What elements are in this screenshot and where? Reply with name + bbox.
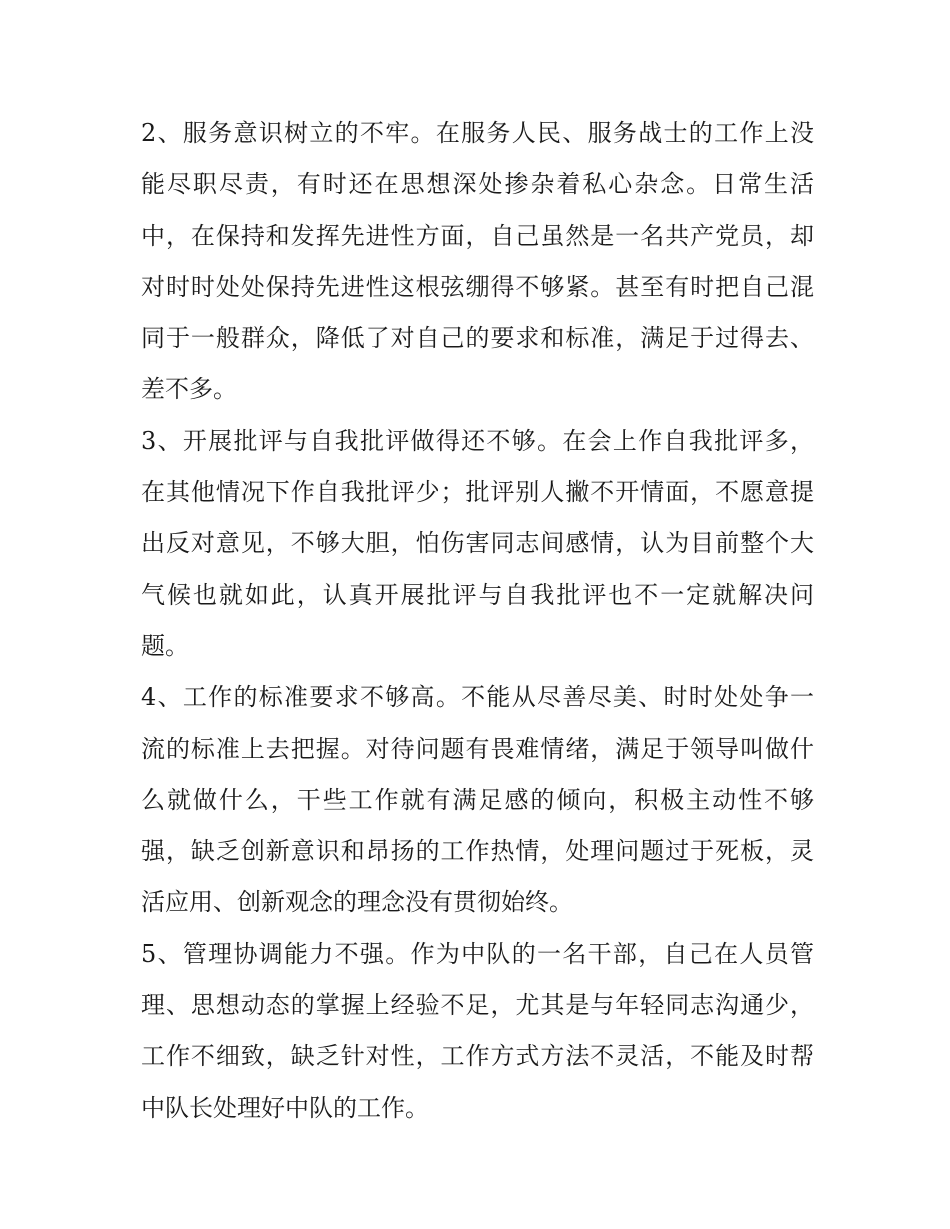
text-line: 活应用、创新观念的理念没有贯彻始终。 [141, 888, 573, 917]
text-line: 在其他情况下作自我批评少；批评别人撇不开情面，不愿意提 [141, 478, 814, 507]
paragraph-item-5 [141, 929, 814, 1134]
text-line: 么就做什么，干些工作就有满足感的倾向，积极主动性不够 [141, 785, 814, 814]
text-line: 差不多。 [141, 375, 237, 404]
paragraph-item-2 [141, 108, 814, 416]
text-line: 题。 [141, 631, 189, 660]
text-line: 强，缺乏创新意识和昂扬的工作热情，处理问题过于死板，灵 [141, 837, 814, 866]
paragraph-item-3 [141, 416, 814, 672]
text-line: 4、工作的标准要求不够高。不能从尽善尽美、时时处处争一 [141, 683, 814, 712]
text-line: 流的标准上去把握。对待问题有畏难情绪，满足于领导叫做什 [141, 734, 814, 763]
text-line: 中队长处理好中队的工作。 [141, 1093, 429, 1122]
document-body [141, 108, 814, 1134]
text-line: 气候也就如此，认真开展批评与自我批评也不一定就解决问 [141, 580, 814, 609]
text-line: 中，在保持和发挥先进性方面，自己虽然是一名共产党员，却 [141, 221, 814, 250]
text-line: 能尽职尽责，有时还在思想深处掺杂着私心杂念。日常生活 [141, 170, 814, 199]
text-line: 工作不细致，缺乏针对性，工作方式方法不灵活，不能及时帮 [141, 1042, 814, 1071]
text-line: 对时时处处保持先进性这根弦绷得不够紧。甚至有时把自己混 [141, 272, 814, 301]
text-line: 5、管理协调能力不强。作为中队的一名干部，自己在人员管 [141, 939, 814, 968]
paragraph-item-4 [141, 672, 814, 928]
text-line: 同于一般群众，降低了对自己的要求和标准，满足于过得去、 [141, 324, 814, 353]
text-line: 2、服务意识树立的不牢。在服务人民、服务战士的工作上没 [141, 119, 814, 147]
text-line: 出反对意见，不够大胆，怕伤害同志间感情，认为目前整个大 [141, 529, 814, 558]
text-line: 理、思想动态的掌握上经验不足，尤其是与年轻同志沟通少， [141, 991, 814, 1020]
text-line: 3、开展批评与自我批评做得还不够。在会上作自我批评多， [141, 426, 814, 455]
